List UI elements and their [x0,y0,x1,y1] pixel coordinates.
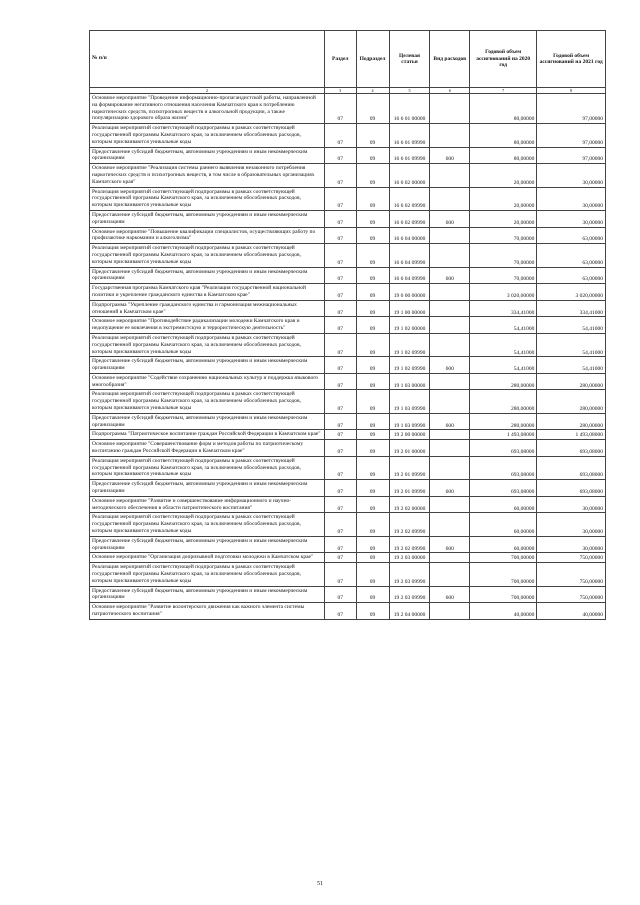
row-name: Реализация мероприятий соответствующей подпрограммы в рамках соответствующей государственной программы Камчатского края, за исключением обособленных расходов, которым присваиваются уникальные коды [90,390,325,413]
row-vid: 600 [430,536,470,553]
row-vid [430,440,470,457]
row-name: Предоставление субсидий бюджетным, автономным учреждениям и иным некоммерческим организациям [90,480,325,497]
row-amount-2020: 693,08000 [470,480,537,497]
row-amount-2020: 20,00000 [470,164,537,187]
row-razdel: 07 [324,413,356,430]
table-row [90,124,606,147]
row-amount-2020: 280,00000 [470,413,537,430]
row-podrazdel: 09 [356,563,389,586]
row-article: 19 1 02 09990 [389,357,430,374]
row-podrazdel: 09 [356,430,389,440]
row-name: Реализация мероприятий соответствующей подпрограммы в рамках соответствующей государственной программы Камчатского края, за исключением обособленных расходов, которым присваиваются уникальные коды [90,244,325,267]
row-razdel: 07 [324,563,356,586]
row-name: Предоставление субсидий бюджетным, автономным учреждениям и иным некоммерческим организациям [90,357,325,374]
row-amount-2021: 334,41000 [537,300,606,317]
row-podrazdel: 09 [356,227,389,244]
row-amount-2021: 30,00000 [537,187,606,210]
row-podrazdel: 09 [356,94,389,124]
row-vid [430,124,470,147]
row-podrazdel: 09 [356,496,389,513]
row-article: 16 6 04 09990 [389,267,430,284]
row-article: 19 0 00 00000 [389,284,430,301]
column-number: 3 [324,88,356,94]
row-article: 19 1 02 09990 [389,333,430,356]
row-razdel: 07 [324,536,356,553]
row-amount-2021: 97,00000 [537,124,606,147]
table-row [90,430,606,440]
column-number: 5 [389,88,430,94]
row-amount-2020: 70,00000 [470,244,537,267]
row-vid [430,164,470,187]
row-podrazdel: 09 [356,357,389,374]
row-article: 19 2 03 09990 [389,586,430,603]
row-razdel: 07 [324,603,356,620]
row-razdel: 07 [324,210,356,227]
row-amount-2020: 70,00000 [470,227,537,244]
table-row [90,563,606,586]
row-razdel: 07 [324,147,356,164]
row-name: Предоставление субсидий бюджетным, автономным учреждениям и иным некоммерческим организациям [90,267,325,284]
table-row [90,373,606,390]
row-article: 19 2 02 00000 [389,496,430,513]
row-article: 16 6 01 09990 [389,124,430,147]
row-razdel: 07 [324,124,356,147]
row-amount-2020: 54,41000 [470,333,537,356]
column-number: 2 [90,88,325,94]
table-row [90,227,606,244]
row-amount-2020: 20,00000 [470,210,537,227]
row-razdel: 07 [324,553,356,563]
row-amount-2021: 54,41000 [537,333,606,356]
row-podrazdel: 09 [356,603,389,620]
row-amount-2021: 750,00000 [537,586,606,603]
row-razdel: 07 [324,187,356,210]
row-razdel: 07 [324,513,356,536]
row-amount-2020: 60,00000 [470,536,537,553]
row-article: 19 1 02 00000 [389,317,430,334]
row-amount-2021: 40,00000 [537,603,606,620]
row-article: 16 6 04 09990 [389,244,430,267]
row-podrazdel: 09 [356,317,389,334]
row-vid [430,603,470,620]
row-amount-2020: 280,00000 [470,390,537,413]
row-podrazdel: 09 [356,456,389,479]
row-article: 19 2 03 09990 [389,563,430,586]
row-amount-2021: 63,00000 [537,227,606,244]
table-row [90,94,606,124]
row-podrazdel: 09 [356,480,389,497]
row-amount-2021: 750,00000 [537,563,606,586]
row-amount-2020: 700,00000 [470,563,537,586]
row-amount-2020: 700,00000 [470,553,537,563]
row-razdel: 07 [324,586,356,603]
table-row [90,513,606,536]
row-razdel: 07 [324,440,356,457]
row-name: Реализация мероприятий соответствующей подпрограммы в рамках соответствующей государственной программы Камчатского края, за исключением обособленных расходов, которым присваиваются уникальные коды [90,456,325,479]
row-amount-2020: 1 493,08000 [470,430,537,440]
row-article: 16 6 02 00000 [389,164,430,187]
row-name: Реализация мероприятий соответствующей подпрограммы в рамках соответствующей государственной программы Камчатского края, за исключением обособленных расходов, которым присваиваются уникальные коды [90,187,325,210]
row-vid [430,373,470,390]
row-article: 19 2 00 00000 [389,430,430,440]
row-vid [430,456,470,479]
row-vid: 600 [430,147,470,164]
row-vid [430,187,470,210]
row-razdel: 07 [324,373,356,390]
row-amount-2020: 80,00000 [470,147,537,164]
row-podrazdel: 09 [356,333,389,356]
row-amount-2021: 30,00000 [537,164,606,187]
row-name: Основное мероприятие "Совершенствование форм и методов работы по патриотическому воспитанию граждан Российской Федерации в Камчатском крае" [90,440,325,457]
row-article: 19 2 03 00000 [389,553,430,563]
row-razdel: 07 [324,333,356,356]
table-row [90,147,606,164]
row-amount-2021: 63,00000 [537,267,606,284]
table-row [90,244,606,267]
row-article: 16 6 02 09990 [389,210,430,227]
row-vid: 600 [430,210,470,227]
row-amount-2021: 30,00000 [537,513,606,536]
row-razdel: 07 [324,164,356,187]
table-row [90,480,606,497]
column-number: 6 [430,88,470,94]
row-amount-2021: 54,41000 [537,317,606,334]
column-number: 4 [356,88,389,94]
row-amount-2020: 54,41000 [470,357,537,374]
row-podrazdel: 09 [356,284,389,301]
row-amount-2020: 80,00000 [470,94,537,124]
row-amount-2020: 60,00000 [470,496,537,513]
row-vid [430,244,470,267]
row-vid: 600 [430,267,470,284]
table-row [90,496,606,513]
row-amount-2021: 693,08000 [537,480,606,497]
row-amount-2021: 30,00000 [537,210,606,227]
row-article: 19 1 03 09990 [389,390,430,413]
row-amount-2021: 30,00000 [537,536,606,553]
row-amount-2020: 3 020,00000 [470,284,537,301]
row-vid [430,430,470,440]
budget-table [89,30,606,620]
table-row [90,536,606,553]
column-number: 7 [470,88,537,94]
row-vid [430,300,470,317]
row-vid [430,94,470,124]
row-amount-2020: 20,00000 [470,187,537,210]
row-article: 16 6 02 09990 [389,187,430,210]
row-name: Реализация мероприятий соответствующей подпрограммы в рамках соответствующей государственной программы Камчатского края, за исключением обособленных расходов, которым присваиваются уникальные коды [90,513,325,536]
row-razdel: 07 [324,227,356,244]
row-article: 19 1 00 00000 [389,300,430,317]
table-row [90,267,606,284]
row-article: 19 2 01 09990 [389,456,430,479]
header-2021: Годовой объем ассигнований на 2021 год [537,31,606,88]
header-razdel: Раздел [324,31,356,88]
row-article: 19 1 03 00000 [389,373,430,390]
row-razdel: 07 [324,267,356,284]
row-name: Основное мероприятие "Повышение квалификации специалистов, осуществляющих работу по профилактике наркомании и алкоголизма" [90,227,325,244]
row-amount-2021: 693,08000 [537,456,606,479]
row-podrazdel: 09 [356,536,389,553]
row-vid [430,284,470,301]
row-podrazdel: 09 [356,300,389,317]
header-article: Целевая статья [389,31,430,88]
row-amount-2021: 30,00000 [537,496,606,513]
row-amount-2020: 693,08000 [470,440,537,457]
budget-table-container [89,30,606,620]
row-razdel: 07 [324,300,356,317]
row-name: Реализация мероприятий соответствующей подпрограммы в рамках соответствующей государственной программы Камчатского края, за исключением обособленных расходов, которым присваиваются уникальные коды [90,124,325,147]
row-name: Предоставление субсидий бюджетным, автономным учреждениям и иным некоммерческим организациям [90,413,325,430]
row-name: Подпрограмма "Патриотическое воспитание граждан Российской Федерации в Камчатском крае" [90,430,325,440]
row-name: Реализация мероприятий соответствующей подпрограммы в рамках соответствующей государственной программы Камчатского края, за исключением обособленных расходов, которым присваиваются уникальные коды [90,563,325,586]
row-razdel: 07 [324,456,356,479]
row-name: Основное мероприятие "Содействие сохранению национальных культур и поддержка языкового многообразия" [90,373,325,390]
row-podrazdel: 09 [356,373,389,390]
row-vid [430,553,470,563]
row-vid: 600 [430,413,470,430]
table-row [90,413,606,430]
row-vid [430,496,470,513]
table-row [90,164,606,187]
row-podrazdel: 09 [356,413,389,430]
row-name: Подпрограмма "Укрепление гражданского единства и гармонизация межнациональных отношений в Камчатском крае" [90,300,325,317]
row-razdel: 07 [324,390,356,413]
row-razdel: 07 [324,480,356,497]
row-podrazdel: 09 [356,164,389,187]
row-name: Основное мероприятие "Противодействие радикализации молодежи Камчатского края и недопущение ее вовлечения в экстремистскую и террористическую деятельность" [90,317,325,334]
row-podrazdel: 09 [356,124,389,147]
row-amount-2020: 80,00000 [470,124,537,147]
row-name: Предоставление субсидий бюджетным, автономным учреждениям и иным некоммерческим организациям [90,210,325,227]
row-article: 19 2 04 00000 [389,603,430,620]
row-vid: 600 [430,586,470,603]
row-amount-2020: 334,41000 [470,300,537,317]
row-vid [430,333,470,356]
row-razdel: 07 [324,244,356,267]
header-podrazdel: Подраздел [356,31,389,88]
row-article: 16 6 01 09990 [389,147,430,164]
table-row [90,553,606,563]
row-name: Основное мероприятие "Организация допризывной подготовки молодежи в Камчатском крае" [90,553,325,563]
row-podrazdel: 09 [356,440,389,457]
row-podrazdel: 09 [356,244,389,267]
table-row [90,456,606,479]
table-row [90,284,606,301]
row-podrazdel: 09 [356,210,389,227]
row-podrazdel: 09 [356,586,389,603]
column-number: 8 [537,88,606,94]
table-row [90,357,606,374]
row-amount-2021: 63,00000 [537,244,606,267]
row-amount-2021: 280,00000 [537,413,606,430]
row-podrazdel: 09 [356,147,389,164]
row-razdel: 07 [324,357,356,374]
table-row [90,586,606,603]
row-razdel: 07 [324,284,356,301]
table-row [90,210,606,227]
row-amount-2020: 693,08000 [470,456,537,479]
row-vid: 600 [430,480,470,497]
row-podrazdel: 09 [356,390,389,413]
row-podrazdel: 09 [356,267,389,284]
row-name: Основное мероприятие "Реализация системы раннего выявления незаконного потребления наркотических средств и психотропных веществ, в том числе в образовательных организациях Камчатского края" [90,164,325,187]
row-amount-2021: 54,41000 [537,357,606,374]
row-amount-2021: 97,00000 [537,147,606,164]
row-amount-2021: 97,00000 [537,94,606,124]
row-vid [430,317,470,334]
row-article: 19 2 02 09990 [389,513,430,536]
row-article: 19 2 02 09990 [389,536,430,553]
row-podrazdel: 09 [356,553,389,563]
header-vid: Вид расходов [430,31,470,88]
row-amount-2021: 1 493,08000 [537,430,606,440]
row-name: Предоставление субсидий бюджетным, автономным учреждениям и иным некоммерческим организациям [90,586,325,603]
row-vid [430,390,470,413]
row-article: 19 2 01 09990 [389,480,430,497]
row-name: Предоставление субсидий бюджетным, автономным учреждениям и иным некоммерческим организациям [90,147,325,164]
row-vid [430,513,470,536]
page-number: 51 [317,881,323,887]
row-name: Основное мероприятие "Развитие и совершенствование информационного и научно-методического обеспечения в области патриотического воспитания" [90,496,325,513]
row-name: Основное мероприятие "Развитие волонтерского движения как важного элемента системы патриотического воспитания" [90,603,325,620]
table-row [90,390,606,413]
row-vid [430,563,470,586]
row-podrazdel: 09 [356,513,389,536]
row-name: Предоставление субсидий бюджетным, автономным учреждениям и иным некоммерческим организациям [90,536,325,553]
row-amount-2021: 280,00000 [537,390,606,413]
table-row [90,317,606,334]
header-num: № п/п [92,55,107,61]
row-amount-2021: 3 020,00000 [537,284,606,301]
table-row [90,300,606,317]
row-vid: 600 [430,357,470,374]
row-amount-2020: 280,00000 [470,373,537,390]
row-name: Реализация мероприятий соответствующей подпрограммы в рамках соответствующей государственной программы Камчатского края, за исключением обособленных расходов, которым присваиваются уникальные коды [90,333,325,356]
row-razdel: 07 [324,94,356,124]
row-amount-2021: 750,00000 [537,553,606,563]
row-amount-2020: 700,00000 [470,586,537,603]
row-podrazdel: 09 [356,187,389,210]
row-amount-2020: 60,00000 [470,513,537,536]
row-vid [430,227,470,244]
row-article: 19 2 01 00000 [389,440,430,457]
table-row [90,440,606,457]
row-amount-2021: 693,08000 [537,440,606,457]
row-name: Государственная программа Камчатского края "Реализация государственной национальной политики и укрепление гражданского единства в Камчатском крае" [90,284,325,301]
table-row [90,333,606,356]
row-razdel: 07 [324,496,356,513]
header-row [90,31,606,88]
table-row [90,603,606,620]
row-razdel: 07 [324,317,356,334]
row-razdel: 07 [324,430,356,440]
row-amount-2020: 54,41000 [470,317,537,334]
row-article: 19 1 03 09990 [389,413,430,430]
row-amount-2021: 280,00000 [537,373,606,390]
row-article: 16 6 04 00000 [389,227,430,244]
header-2020: Годовой объем ассигнований на 2020 год [470,31,537,88]
row-amount-2020: 40,00000 [470,603,537,620]
table-row [90,187,606,210]
row-name: Основное мероприятие "Проведение информационно-пропагандистской работы, направленной на формирование негативного отношения населения Камчатского края к потреблению наркотических средств, психотропных веществ и алкогольной продукции, а также популяризацию здорового образа жизни" [90,94,325,124]
header-name [90,31,325,88]
row-amount-2020: 70,00000 [470,267,537,284]
row-article: 16 6 01 00000 [389,94,430,124]
